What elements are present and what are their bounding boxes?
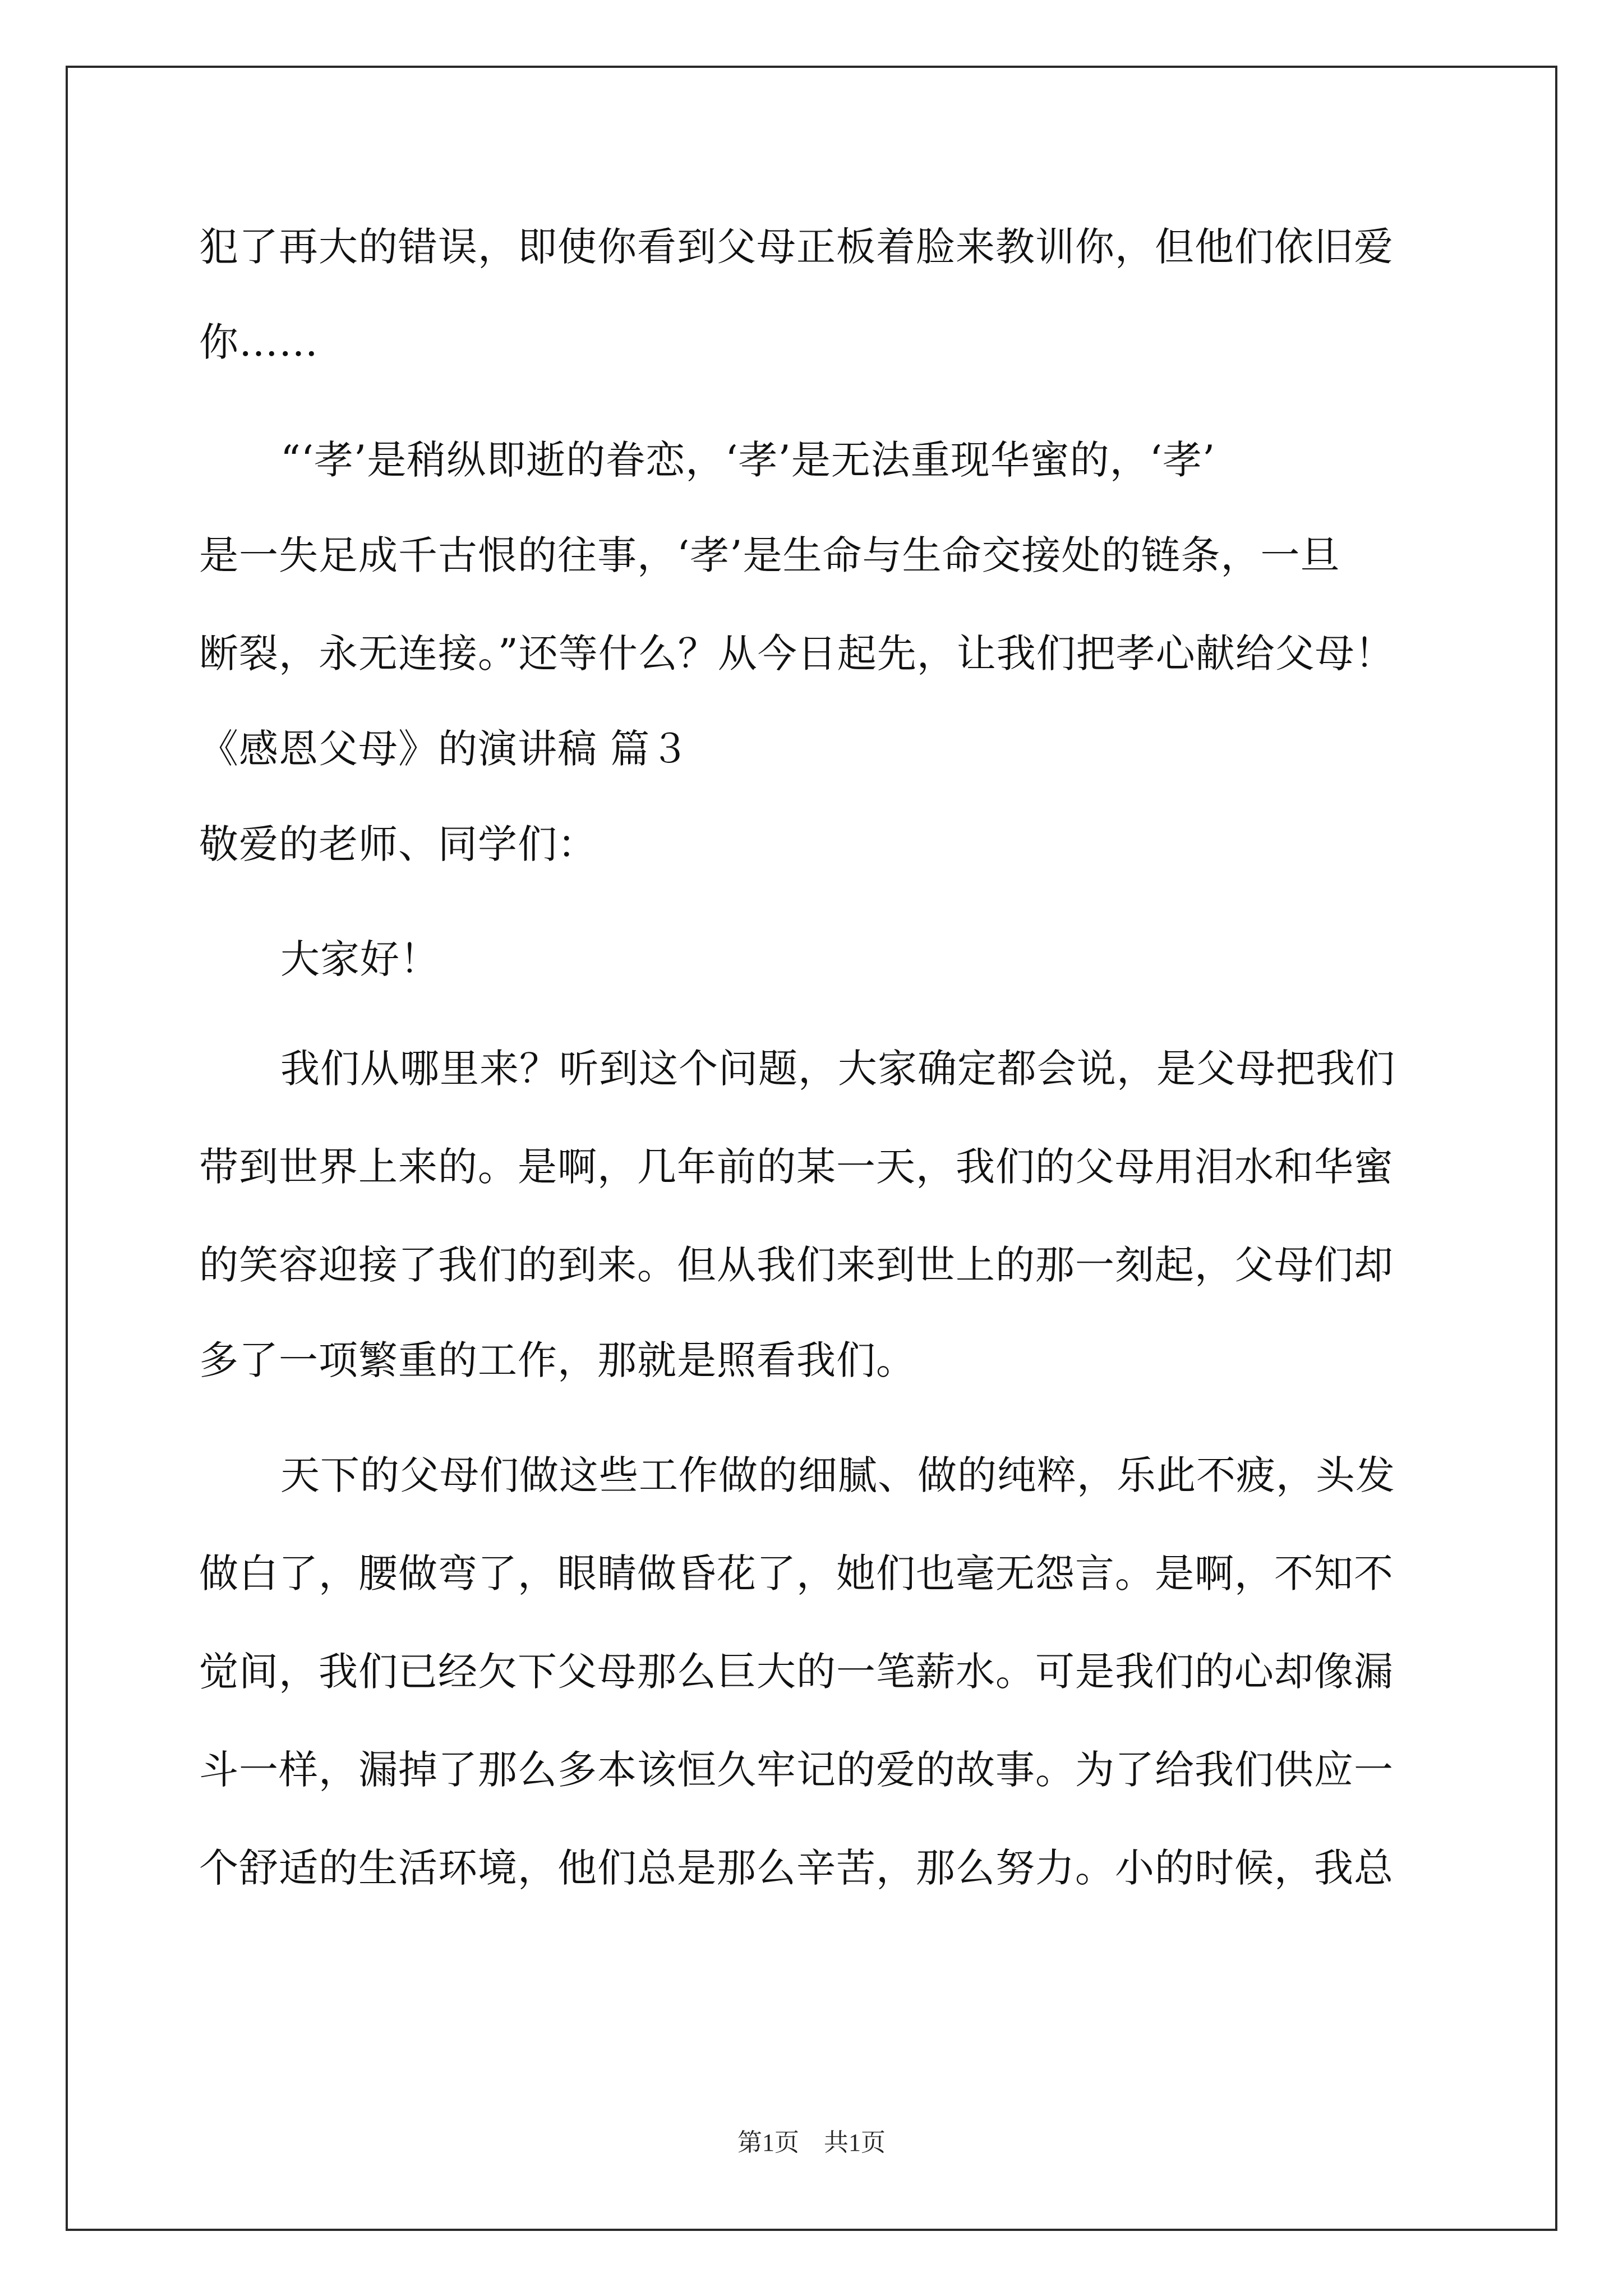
text-line: 觉间，我们已经欠下父母那么巨大的一笔薪水。可是我们的心却像漏 [199, 1649, 1394, 1695]
text-line: 犯了再大的错误，即使你看到父母正板着脸来教训你，但他们依旧爱 [199, 224, 1394, 270]
text-line: 多了一项繁重的工作，那就是照看我们。 [199, 1337, 916, 1383]
text-line: 个舒适的生活环境，他们总是那么辛苦，那么努力。小的时候，我总 [199, 1845, 1394, 1891]
text-line: 是一失足成千古恨的往事，‘孝’是生命与生命交接处的链条，一旦 [199, 532, 1340, 578]
text-line: 断裂，永无连接。”还等什么？从今日起先，让我们把孝心献给父母！ [199, 631, 1395, 677]
text-line: 斗一样，漏掉了那么多本该恒久牢记的爱的故事。为了给我们供应一 [199, 1747, 1394, 1793]
text-line: 你…… [199, 319, 319, 365]
page-number-footer: 第1页 共1页 [737, 2129, 886, 2156]
text-line: “‘孝’是稍纵即逝的眷恋，‘孝’是无法重现华蜜的，‘孝’ [280, 437, 1216, 483]
text-line: 天下的父母们做这些工作做的细腻、做的纯粹，乐此不疲，头发 [280, 1452, 1395, 1498]
section-heading: 《感恩父母》的演讲稿 篇３ [199, 726, 690, 772]
greeting: 大家好！ [280, 936, 440, 982]
text-line: 带到世界上来的。是啊，几年前的某一天，我们的父母用泪水和华蜜 [199, 1144, 1394, 1190]
text-line: 做白了，腰做弯了，眼睛做昏花了，她们也毫无怨言。是啊，不知不 [199, 1550, 1394, 1596]
salutation: 敬爱的老师、同学们： [199, 821, 597, 867]
text-line: 我们从哪里来？听到这个问题，大家确定都会说，是父母把我们 [280, 1046, 1395, 1092]
text-line: 的笑容迎接了我们的到来。但从我们来到世上的那一刻起，父母们却 [199, 1242, 1394, 1288]
